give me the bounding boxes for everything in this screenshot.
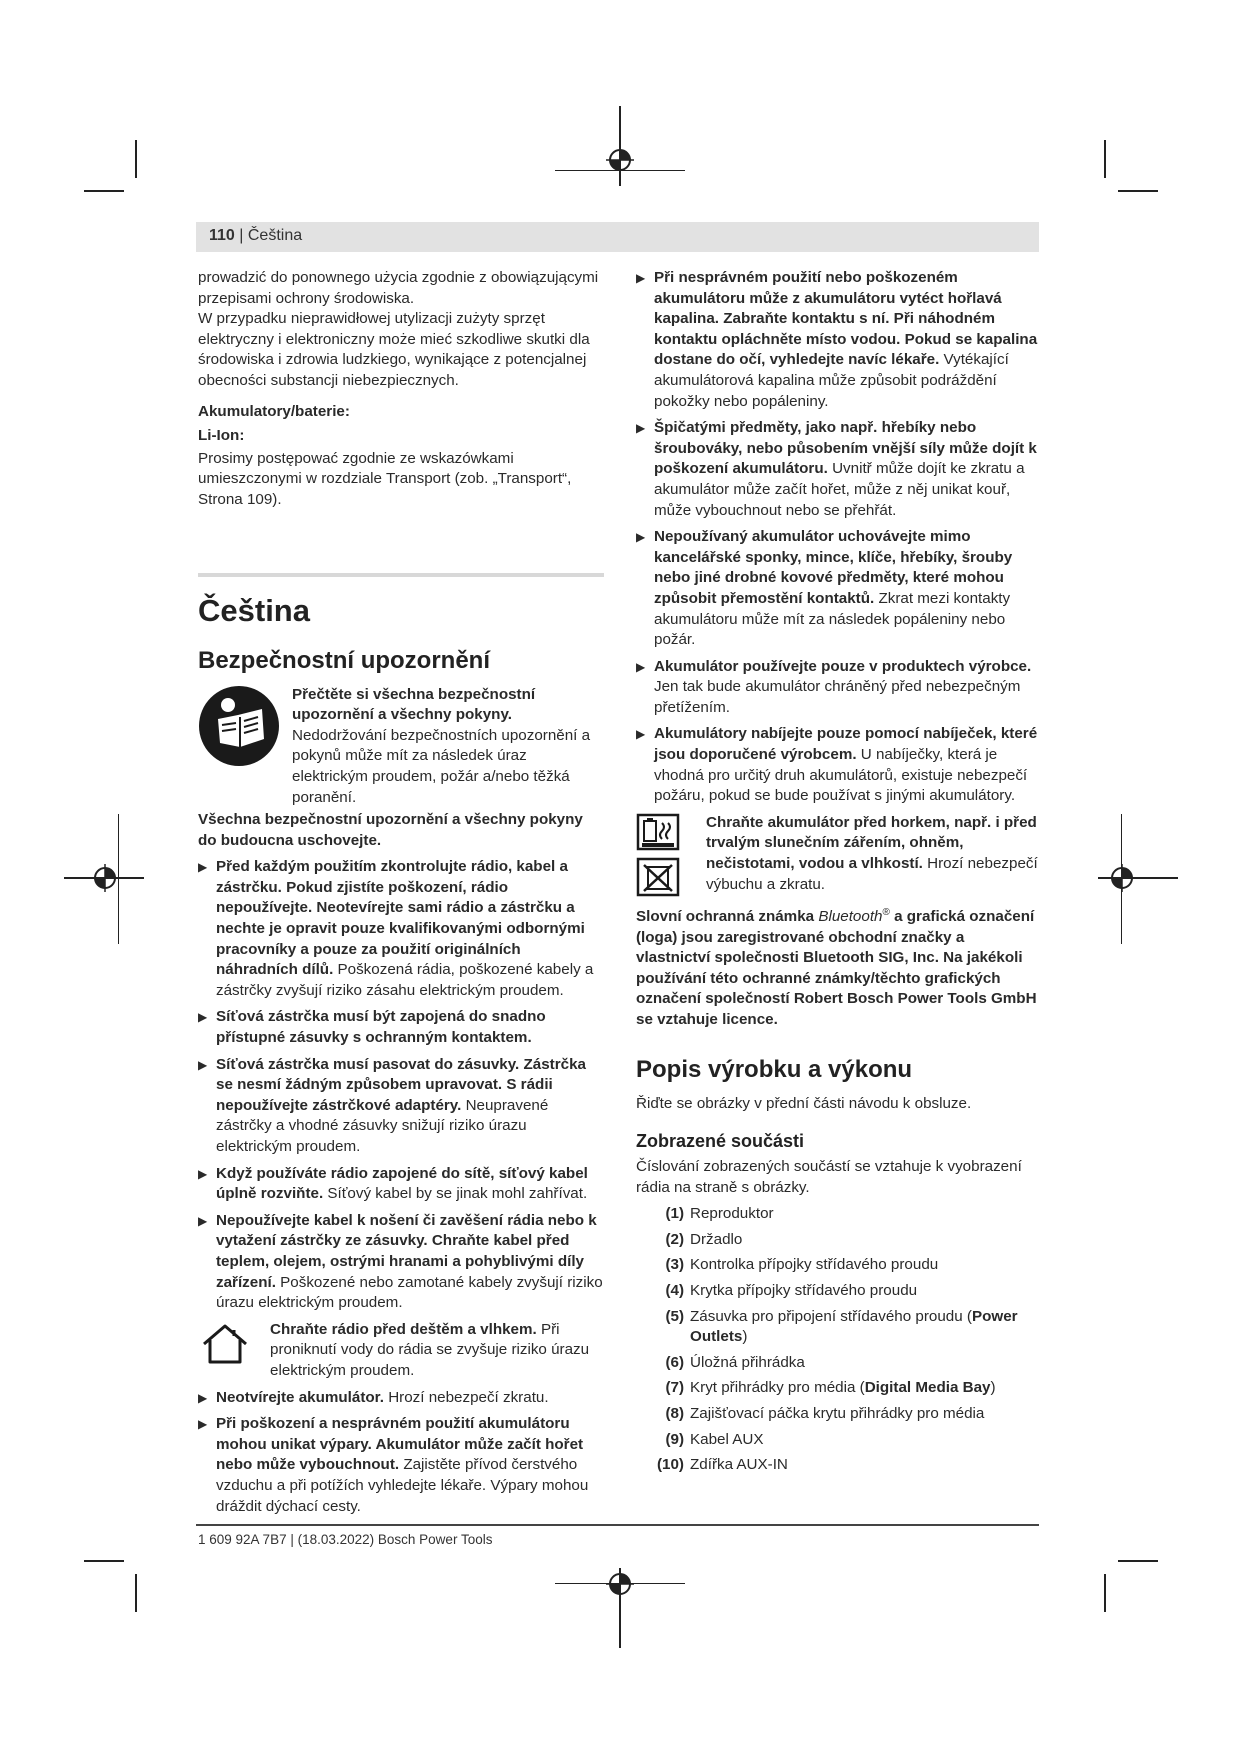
- registration-crosshair-icon: [606, 146, 634, 174]
- header-bar: [196, 222, 1039, 252]
- right-column: [636, 268, 1042, 1476]
- read-bold: Přečtěte si všechna bezpečnostní upozornění a všechny pokyny.: [292, 685, 536, 724]
- bullet-bold: Před každým použitím zkontrolujte rádio, kabel a zástrčku. Pokud zjistíte poškození, rádio nepoužívejte. Neotevírejte sami rádio a zástrčku a nechte je opravit pouze kvalifikovanými odbornými pracovníky a pouze za použití originálních náhradních dílů.: [216, 858, 585, 979]
- registration-mark-icon: ®: [882, 906, 890, 918]
- registration-crosshair-icon: [91, 864, 119, 892]
- section-divider: [198, 573, 604, 577]
- crop-mark: [1118, 1560, 1158, 1562]
- page-number: 110: [209, 227, 235, 244]
- safety-bullet: [198, 1414, 604, 1517]
- bullet-bold: Nepoužívejte kabel k nošení či zavěšení rádia nebo k vytažení zástrčky ze zásuvky. Chraňte kabel před teplem, olejem, ostrými hranami a pohyblivými díly zařízení.: [216, 1211, 597, 1291]
- safety-bullet: [198, 1007, 604, 1048]
- crop-mark: [1104, 140, 1106, 178]
- bullet-bold: Akumulátor používejte pouze v produktech výrobce.: [654, 657, 1032, 675]
- bullet-normal: Neupravené zástrčky a vhodné zásuvky snižují riziko úrazu elektrickým proudem.: [216, 1096, 549, 1155]
- paragraph: Prosimy postępować zgodnie ze wskazówkami umieszczonymi w rozdziale Transport (zob. „Transport“, Strona 109).: [198, 449, 572, 508]
- list-item: [636, 1353, 1042, 1374]
- bullet-normal: Zajistěte přívod čerstvého vzduchu a při potížích vyhledejte lékaře. Výpary mohou dráždit dýchací cesty.: [216, 1456, 589, 1515]
- safety-bullet: [636, 527, 1042, 651]
- safety-bullet: [636, 418, 1042, 521]
- part-label-tail: ): [742, 1328, 748, 1346]
- house-icon: [198, 1320, 252, 1366]
- registration-crosshair-icon: [1108, 864, 1136, 892]
- part-number: (3): [665, 1256, 684, 1274]
- part-label-text: Zásuvka pro připojení střídavého proudu (: [690, 1307, 972, 1325]
- read-normal: Nedodržování bezpečnostních upozornění a pokynů může mít za následek úraz elektrickým proudem, požár a/nebo těžká poranění.: [292, 726, 591, 806]
- safety-bullet: [636, 268, 1042, 412]
- part-label: Kontrolka přípojky střídavého proudu: [690, 1256, 939, 1274]
- part-label: Zdířka AUX-IN: [690, 1456, 788, 1474]
- part-number: (6): [665, 1353, 684, 1371]
- part-number: (4): [665, 1282, 684, 1300]
- list-item: [636, 1430, 1042, 1451]
- crop-mark: [84, 190, 124, 192]
- part-label: [690, 1307, 1042, 1348]
- bullet-normal: Zkrat mezi kontakty akumulátoru může mít za následek popáleniny nebo požár.: [654, 589, 1011, 649]
- rain-normal: Při proniknutí vody do rádia se zvyšuje riziko úrazu elektrickým proudem.: [270, 1320, 590, 1379]
- footer-rule: [196, 1524, 1039, 1526]
- heat-notice: [636, 813, 1042, 897]
- part-label-bold: Power Outlets: [690, 1307, 1018, 1346]
- page-footer: 1 609 92A 7B7 | (18.03.2022) Bosch Power Tools: [198, 1532, 493, 1547]
- bullet-normal: Jen tak bude akumulátor chráněný před nebezpečným přetížením.: [654, 678, 1021, 716]
- part-label: [690, 1378, 1042, 1399]
- list-item: [636, 1255, 1042, 1276]
- bullet-normal: Poškozená rádia, poškozené kabely a zástrčky zvyšují riziko zásahu elektrickým proudem.: [216, 961, 594, 999]
- parts-intro: Číslování zobrazených součástí se vztahuje k vyobrazení rádia na straně s obrázky.: [636, 1158, 1022, 1196]
- crop-mark: [84, 1560, 124, 1562]
- header-separator: |: [234, 227, 248, 244]
- list-item: [636, 1204, 1042, 1225]
- registration-crosshair-icon: [606, 1570, 634, 1598]
- paragraph: prowadzić do ponownego użycia zgodnie z obowiązującymi przepisami ochrony środowiska.: [198, 269, 599, 307]
- crop-mark: [1104, 1574, 1106, 1612]
- list-item: [636, 1455, 1042, 1476]
- safety-bullet: [198, 1164, 604, 1205]
- list-item: [636, 1307, 1042, 1348]
- bullet-bold: Neotvírejte akumulátor.: [216, 1388, 384, 1406]
- part-label: Reproduktor: [690, 1205, 774, 1223]
- list-item: [636, 1404, 1042, 1425]
- bullet-bold: Při nesprávném použití nebo poškozeném akumulátoru může z akumulátoru vytéct hořlavá kapalina. Zabraňte kontaktu s ní. Při náhodném kontaktu opláchněte místo vodou. Pokud se kapalina dostane do očí, vyhledejte navíc lékaře.: [654, 269, 1038, 369]
- parts-title: Zobrazené součásti: [636, 1131, 805, 1152]
- list-item: [636, 1378, 1042, 1399]
- part-label-tail: ): [990, 1379, 996, 1397]
- safety-bullet: [198, 1388, 604, 1409]
- read-manual-notice: [198, 685, 604, 809]
- left-column: [198, 268, 604, 1517]
- bullet-normal: Uvnitř může dojít ke zkratu a akumulátor může začít hořet, může z něj unikat kouř, může vybouchnout nebo se přehřát.: [654, 460, 1025, 519]
- rain-notice: [198, 1320, 604, 1382]
- safety-bullet: [198, 857, 604, 1001]
- bt-italic: Bluetooth: [818, 907, 883, 925]
- bullet-bold: Síťová zástrčka musí pasovat do zásuvky. Zástrčka se nesmí žádným způsobem upravovat. S rádii nepoužívejte zástrčkové adaptéry.: [216, 1055, 586, 1114]
- part-number: (2): [665, 1230, 684, 1248]
- heat-normal: Hrozí nebezpečí výbuchu a zkratu.: [706, 855, 1038, 893]
- parts-list: [636, 1204, 1042, 1476]
- battery-heat-icon: [636, 813, 680, 851]
- part-label: Zajišťovací páčka krytu přihrádky pro média: [690, 1405, 985, 1422]
- product-text: Řiďte se obrázky v přední části návodu k obsluze.: [636, 1095, 972, 1113]
- bullet-bold: Akumulátory nabíjejte pouze pomocí nabíječek, které jsou doporučené výrobcem.: [654, 725, 1038, 764]
- part-number: (9): [665, 1430, 684, 1448]
- batteries-heading: Akumulatory/baterie:: [198, 402, 350, 420]
- rain-bold: Chraňte rádio před deštěm a vlhkem.: [270, 1320, 537, 1338]
- keep-instructions: Všechna bezpečnostní upozornění a všechny pokyny do budoucna uschovejte.: [198, 811, 583, 849]
- product-title: Popis výrobku a výkonu: [636, 1056, 913, 1084]
- bullet-bold: Špičatými předměty, jako např. hřebíky nebo šroubováky, nebo působením vnější síly může dojít k poškození akumulátoru.: [654, 419, 1037, 478]
- bullet-bold: Při poškození a nesprávném použití akumulátoru mohou unikat výpary. Akumulátor může začít hořet nebo může vybouchnout.: [216, 1415, 584, 1474]
- paragraph: W przypadku nieprawidłowej utylizacji zużyty sprzęt elektryczny i elektroniczny może mieć szkodliwe skutki dla środowiska i zdrowia ludzkiego, wynikające z potencjalnej obecności substancji niebezpiecznych.: [198, 310, 590, 389]
- bullet-bold: Když používáte rádio zapojené do sítě, síťový kabel úplně rozviňte.: [216, 1164, 588, 1203]
- bullet-bold: Nepoužívaný akumulátor uchovávejte mimo kancelářské sponky, mince, klíče, hřebíky, šrouby nebo jiné drobné kovové předměty, které mohou způsobit přemostění kontaktů.: [654, 528, 1013, 607]
- list-item: [636, 1230, 1042, 1251]
- part-label-text: Kryt přihrádky pro média (: [690, 1379, 865, 1397]
- part-number: (8): [665, 1405, 684, 1422]
- page-header: [209, 227, 302, 245]
- crop-mark: [1118, 190, 1158, 192]
- safety-bullet: [636, 724, 1042, 806]
- read-manual-icon: [198, 685, 280, 767]
- bullet-bold: Síťová zástrčka musí být zapojená do snadno přístupné zásuvky s ochranným kontaktem.: [216, 1008, 546, 1047]
- bullet-normal: Hrozí nebezpečí zkratu.: [383, 1388, 549, 1406]
- part-label-bold: Digital Media Bay: [864, 1379, 991, 1397]
- safety-bullet: [198, 1055, 604, 1158]
- bullet-normal: Síťový kabel by se jinak mohl zahřívat.: [323, 1185, 588, 1203]
- part-number: (5): [665, 1307, 684, 1325]
- crop-mark: [135, 140, 137, 178]
- bt-text: Slovní ochranná známka: [636, 907, 819, 925]
- part-label: Kabel AUX: [690, 1430, 764, 1448]
- safety-title: Bezpečnostní upozornění: [198, 646, 491, 674]
- header-language: Čeština: [247, 227, 303, 244]
- bullet-normal: U nabíječky, která je vhodná pro určitý druh akumulátorů, existuje nebezpečí požáru, pokud se bude používat s jinými akumulátory.: [654, 746, 1028, 805]
- heat-bold: Chraňte akumulátor před horkem, např. i před trvalým slunečním zářením, ohněm, nečistotami, vodou a vlhkostí.: [706, 813, 1037, 873]
- part-number: (10): [656, 1456, 684, 1474]
- safety-bullet: [198, 1211, 604, 1314]
- crossed-bin-icon: [636, 857, 680, 897]
- liion-heading: Li-Ion:: [198, 427, 245, 445]
- list-item: [636, 1281, 1042, 1302]
- part-label: Držadlo: [690, 1230, 743, 1248]
- part-label: Úložná přihrádka: [690, 1353, 805, 1371]
- bt-text: a grafická označení (loga) jsou zaregistrované obchodní značky a vlastnictví společnosti Bluetooth SIG, Inc. Na jakékoli používání této ochranné známky/těchto grafických označení společností Robert Bosch Power Tools GmbH se vztahuje licence.: [636, 907, 1037, 1028]
- part-label: Krytka přípojky střídavého proudu: [690, 1282, 918, 1300]
- safety-bullet: [636, 657, 1042, 719]
- bullet-normal: Poškozené nebo zamotané kabely zvyšují riziko úrazu elektrickým proudem.: [216, 1273, 603, 1312]
- section-title: Čeština: [198, 592, 310, 628]
- part-number: (1): [665, 1205, 684, 1223]
- bullet-normal: Vytékající akumulátorová kapalina může způsobit podráždění pokožky nebo popáleniny.: [654, 351, 1009, 410]
- crop-mark: [135, 1574, 137, 1612]
- bluetooth-trademark: [636, 903, 1042, 1031]
- part-number: (7): [665, 1379, 684, 1397]
